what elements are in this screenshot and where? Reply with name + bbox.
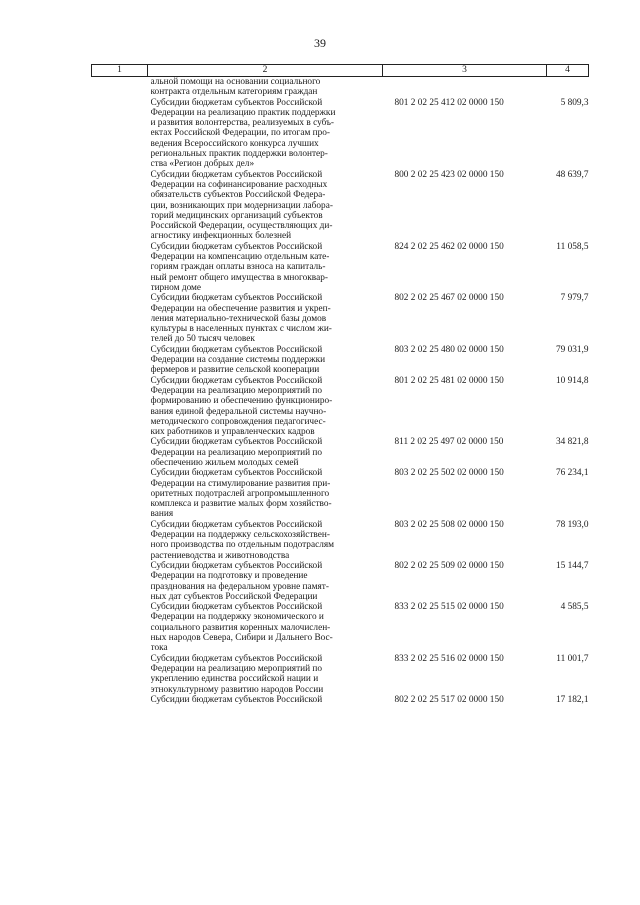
row-name-line: контракта отдельным категориям граждан <box>150 87 318 98</box>
table-row <box>92 654 589 695</box>
row-amount-cell: 15 144,7 <box>555 560 589 571</box>
row-name-line: социального развития коренных малочислен- <box>150 622 331 633</box>
row-code-cell: 803 2 02 25 508 02 0000 150 <box>394 519 504 530</box>
row-name-line: Федерации на реализацию мероприятий по <box>150 663 323 674</box>
row-name-line: оритетных подотраслей агропромышленного <box>150 488 330 499</box>
row-name-line: обязательств субъектов Российской Федера- <box>150 190 326 201</box>
row-name-cell <box>148 242 383 293</box>
row-name-line: Федерации на поддержку сельскохозяйствен- <box>150 530 330 541</box>
row-code-cell: 803 2 02 25 502 02 0000 150 <box>394 468 504 479</box>
table-row <box>92 77 589 98</box>
column-header-1: 1 <box>92 65 148 77</box>
row-name-line: ких работников и управленческих кадров <box>150 427 315 438</box>
row-amount-cell: 11 058,5 <box>556 241 589 252</box>
column-header-3: 3 <box>383 65 547 77</box>
table-row <box>92 695 589 705</box>
row-name-line: Субсидии бюджетам субъектов Российской <box>150 519 323 530</box>
row-number-cell <box>92 468 148 519</box>
row-number-cell <box>92 602 148 653</box>
row-number-cell <box>92 345 148 376</box>
row-number-cell <box>92 77 148 98</box>
row-name-cell <box>148 98 383 170</box>
row-name-line: Субсидии бюджетам субъектов Российской <box>150 241 323 252</box>
row-code-cell <box>383 77 547 98</box>
header-row <box>92 65 589 77</box>
row-number-cell <box>92 242 148 293</box>
row-amount-cell: 79 031,9 <box>555 344 589 355</box>
row-name-line: агностику инфекционных болезней <box>150 231 292 242</box>
page-number: 39 <box>314 36 326 50</box>
row-name-line: этнокультурному развитию народов России <box>150 684 324 695</box>
table-row <box>92 376 589 438</box>
row-name-line: региональных практик поддержки волонтер- <box>150 149 328 160</box>
row-code-cell: 803 2 02 25 480 02 0000 150 <box>394 344 504 355</box>
row-name-line: Федерации на реализацию мероприятий по <box>150 385 323 396</box>
row-name-line: ных дат субъектов Российской Федерации <box>150 591 318 602</box>
row-amount-cell: 76 234,1 <box>555 468 589 479</box>
row-name-line: Федерации на реализацию мероприятий по <box>150 447 323 458</box>
row-name-cell <box>148 437 383 468</box>
row-name-line: Федерации на подготовку и проведение <box>150 571 308 582</box>
row-name-line: Субсидии бюджетам субъектов Российской <box>150 293 323 304</box>
row-code-cell: 801 2 02 25 481 02 0000 150 <box>394 375 504 386</box>
row-name-line: Субсидии бюджетам субъектов Российской <box>150 694 323 705</box>
row-name-cell <box>148 561 383 602</box>
row-name-cell <box>148 602 383 653</box>
row-name-cell <box>148 654 383 695</box>
table-header <box>92 65 589 77</box>
table-body <box>92 77 589 706</box>
row-number-cell <box>92 695 148 705</box>
row-code-cell: 802 2 02 25 517 02 0000 150 <box>394 694 504 705</box>
row-name-line: Субсидии бюджетам субъектов Российской <box>150 344 323 355</box>
row-code-cell: 824 2 02 25 462 02 0000 150 <box>394 241 504 252</box>
row-name-line: Федерации на поддержку экономического и <box>150 612 324 623</box>
row-name-line: Федерации на реализацию практик поддержки <box>150 107 336 118</box>
table-row <box>92 520 589 561</box>
row-name-line: вания <box>150 509 174 520</box>
row-amount-cell: 78 193,0 <box>555 519 589 530</box>
column-header-2: 2 <box>148 65 383 77</box>
row-name-line: гориям граждан оплаты взноса на капиталь- <box>150 262 326 273</box>
row-amount-cell <box>547 77 589 98</box>
row-name-line: Федерации на создание системы поддержки <box>150 355 326 366</box>
row-number-cell <box>92 98 148 170</box>
row-name-line: ления материально-технической базы домов <box>150 313 327 324</box>
row-amount-cell: 34 821,8 <box>555 437 589 448</box>
table-row <box>92 437 589 468</box>
row-name-line: Субсидии бюджетам субъектов Российской <box>150 468 323 479</box>
row-name-line: формированию и обеспечению функциониро- <box>150 396 333 407</box>
row-name-cell <box>148 170 383 242</box>
row-number-cell <box>92 437 148 468</box>
row-code-cell: 811 2 02 25 497 02 0000 150 <box>394 437 504 448</box>
row-name-line: Субсидии бюджетам субъектов Российской <box>150 653 323 664</box>
row-name-cell <box>148 376 383 438</box>
row-name-line: ный ремонт общего имущества в многоквар- <box>150 272 328 283</box>
row-number-cell <box>92 376 148 438</box>
table-row <box>92 293 589 344</box>
row-name-line: растениеводства и животноводства <box>150 550 290 561</box>
row-amount-cell: 4 585,5 <box>560 602 589 613</box>
row-name-line: Субсидии бюджетам субъектов Российской <box>150 169 323 180</box>
row-code-cell: 801 2 02 25 412 02 0000 150 <box>394 97 504 108</box>
row-code-cell: 833 2 02 25 516 02 0000 150 <box>394 653 504 664</box>
row-name-line: Субсидии бюджетам субъектов Российской <box>150 375 323 386</box>
row-code-cell: 802 2 02 25 509 02 0000 150 <box>394 560 504 571</box>
row-name-line: ного производства по отдельным подотраслям <box>150 540 335 551</box>
row-amount-cell: 10 914,8 <box>555 375 589 386</box>
row-name-line: празднования на федеральном уровне памят- <box>150 581 329 592</box>
table-row <box>92 170 589 242</box>
row-name-line: укреплению единства российской нации и <box>150 674 319 685</box>
row-number-cell <box>92 170 148 242</box>
row-name-line: Субсидии бюджетам субъектов Российской <box>150 560 323 571</box>
row-name-line: фермеров и развитие сельской кооперации <box>150 365 320 376</box>
row-amount-cell: 17 182,1 <box>555 694 589 705</box>
row-name-line: Федерации на компенсацию отдельным кате- <box>150 252 330 263</box>
row-name-line: торий медицинских организаций субъектов <box>150 210 323 221</box>
row-name-cell <box>148 468 383 519</box>
row-name-line: ции, возникающих при модернизации лабора- <box>150 200 333 211</box>
table-row <box>92 561 589 602</box>
row-name-line: тирном доме <box>150 282 202 293</box>
row-name-line: Российской Федерации, осуществляющих ди- <box>150 221 333 232</box>
row-name-cell <box>148 520 383 561</box>
row-name-line: ства «Регион добрых дел» <box>150 159 255 170</box>
table-row <box>92 468 589 519</box>
row-name-line: вания единой федеральной системы научно- <box>150 406 327 417</box>
row-amount-cell: 11 001,7 <box>556 653 589 664</box>
row-name-line: альной помощи на основании социального <box>150 77 321 87</box>
row-name-line: и развития волонтерства, реализуемых в субъ- <box>150 118 335 129</box>
table-row <box>92 98 589 170</box>
row-name-line: комплекса и развитие малых форм хозяйство- <box>150 499 332 510</box>
row-number-cell <box>92 293 148 344</box>
row-name-line: ных народов Севера, Сибири и Дальнего Вос- <box>150 633 333 644</box>
row-amount-cell: 48 639,7 <box>555 169 589 180</box>
table-row <box>92 602 589 653</box>
row-name-line: методического сопровождения педагогичес- <box>150 416 326 427</box>
revenue-table <box>91 64 589 705</box>
row-amount-cell: 7 979,7 <box>560 293 589 304</box>
row-name-cell <box>148 293 383 344</box>
row-name-line: тока <box>150 643 168 654</box>
row-name-line: Федерации на софинансирование расходных <box>150 179 328 190</box>
row-code-cell: 833 2 02 25 515 02 0000 150 <box>394 602 504 613</box>
row-amount-cell: 5 809,3 <box>560 97 589 108</box>
row-name-cell <box>148 695 383 705</box>
row-code-cell: 800 2 02 25 423 02 0000 150 <box>394 169 504 180</box>
row-name-line: культуры в населенных пунктах с числом жи- <box>150 324 332 335</box>
row-name-line: телей до 50 тысяч человек <box>150 334 255 345</box>
row-name-line: Субсидии бюджетам субъектов Российской <box>150 437 323 448</box>
row-number-cell <box>92 561 148 602</box>
row-name-line: Субсидии бюджетам субъектов Российской <box>150 602 323 613</box>
column-header-4: 4 <box>547 65 589 77</box>
row-name-line: ектах Российской Федерации, по итогам про- <box>150 128 331 139</box>
table-row <box>92 242 589 293</box>
row-number-cell <box>92 520 148 561</box>
row-code-cell: 802 2 02 25 467 02 0000 150 <box>394 293 504 304</box>
table-row <box>92 345 589 376</box>
row-name-line: ведения Всероссийского конкурса лучших <box>150 138 319 149</box>
row-name-line: Федерации на обеспечение развития и укреп- <box>150 303 331 314</box>
row-name-cell <box>148 77 383 98</box>
row-name-line: обеспечению жильем молодых семей <box>150 457 299 468</box>
row-name-cell <box>148 345 383 376</box>
row-number-cell <box>92 654 148 695</box>
row-name-line: Федерации на стимулирование развития при- <box>150 478 331 489</box>
row-name-line: Субсидии бюджетам субъектов Российской <box>150 97 323 108</box>
